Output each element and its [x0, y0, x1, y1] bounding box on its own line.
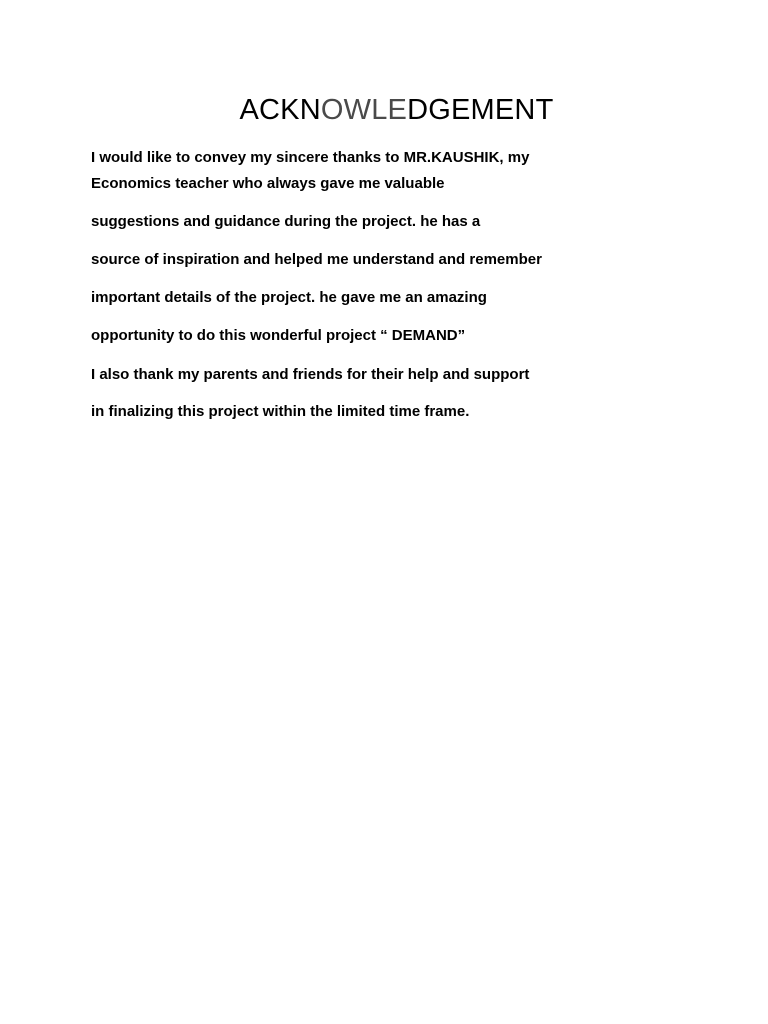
title-part-1: ACKN — [239, 94, 321, 126]
body-line-3: suggestions and guidance during the project. he has a — [91, 213, 481, 230]
body-line-7: I also thank my parents and friends for their help and support — [91, 366, 530, 383]
title-part-3: DGEMENT — [407, 94, 554, 126]
page-title — [0, 92, 768, 128]
body-line-8: in finalizing this project within the limited time frame. — [91, 403, 470, 420]
body-line-5: important details of the project. he gave me an amazing — [91, 289, 487, 306]
body-line-1: I would like to convey my sincere thanks to MR.KAUSHIK, my — [91, 149, 530, 166]
body-line-4: source of inspiration and helped me understand and remember — [91, 251, 542, 268]
body-line-2: Economics teacher who always gave me valuable — [91, 175, 445, 192]
body-line-6: opportunity to do this wonderful project “ DEMAND” — [91, 327, 466, 344]
title-part-2: OWLE — [320, 94, 408, 126]
